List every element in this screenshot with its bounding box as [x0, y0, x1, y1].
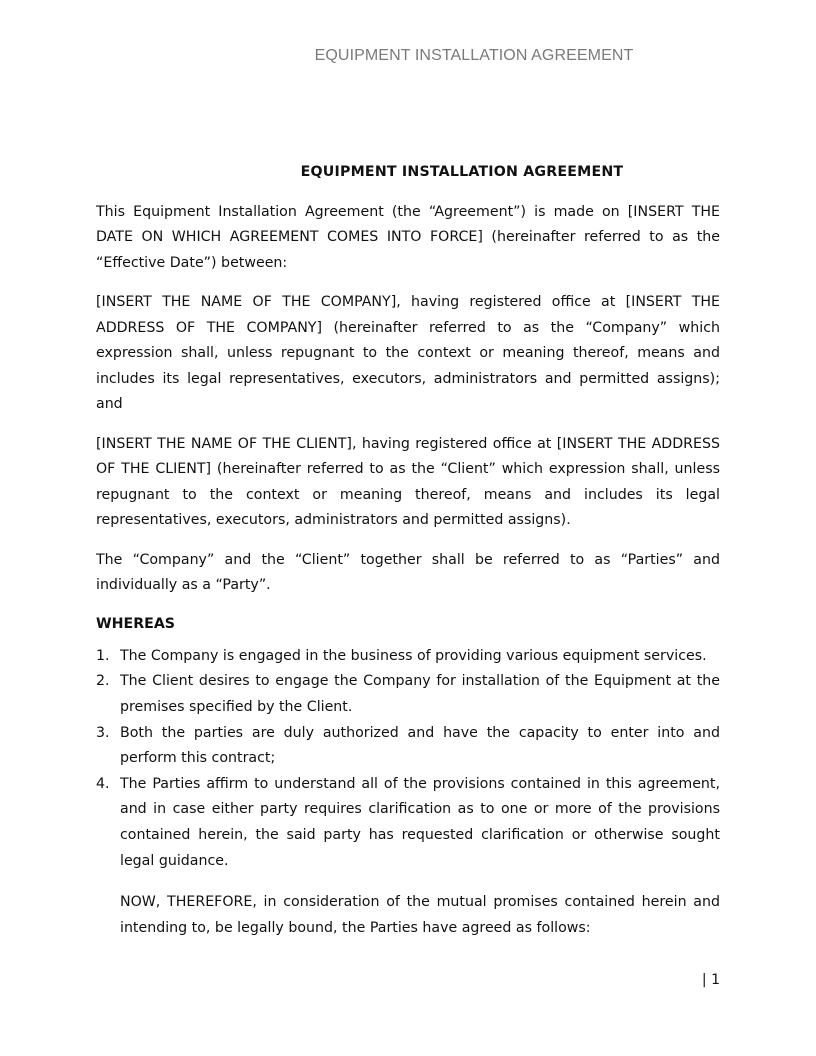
list-item-text: The Parties affirm to understand all of the provisions contained in this agreement, and in case either party requires clarification as to one or more of the provisions contained herein, the said party has requested clarification or otherwise sought legal guidance. [120, 775, 720, 869]
company-paragraph: [INSERT THE NAME OF THE COMPANY], having registered office at [INSERT THE ADDRESS OF THE COMPANY] (hereinafter referred to as the “Company” which expression shall, unless repugnant to the context or meaning thereof, means and includes its legal representatives, executors, administrators and permitted assigns); and [96, 293, 720, 413]
parties-paragraph: The “Company” and the “Client” together shall be referred to as “Parties” and individually as a “Party”. [96, 551, 720, 594]
client-paragraph: [INSERT THE NAME OF THE CLIENT], having registered office at [INSERT THE ADDRESS OF THE CLIENT] (hereinafter referred to as the “Client” which expression shall, unless repugnant to the context or meaning thereof, means and includes its legal representatives, executors, administrators and permitted assigns). [96, 435, 720, 529]
document-title: EQUIPMENT INSTALLATION AGREEMENT [300, 164, 624, 180]
whereas-heading: WHEREAS [96, 616, 176, 633]
list-item [96, 669, 720, 720]
list-item-number: 4. [96, 775, 110, 792]
list-item-number: 3. [96, 724, 110, 741]
list-item [96, 644, 720, 670]
list-item-text: The Client desires to engage the Company for installation of the Equipment at the premises specified by the Client. [120, 673, 720, 716]
list-item [96, 721, 720, 772]
list-item [96, 772, 720, 874]
list-item-text: The Company is engaged in the business of providing various equipment services. [120, 647, 707, 664]
running-header: EQUIPMENT INSTALLATION AGREEMENT [314, 47, 634, 64]
list-item-number: 2. [96, 673, 110, 690]
document-body [96, 160, 720, 955]
page-number: | 1 [701, 972, 720, 988]
now-therefore-paragraph: NOW, THEREFORE, in consideration of the mutual promises contained herein and intending to, be legally bound, the Parties have agreed as follows: [120, 894, 720, 936]
list-item-number: 1. [96, 647, 110, 664]
list-item-text: Both the parties are duly authorized and have the capacity to enter into and perform this contract; [120, 724, 720, 767]
intro-paragraph: This Equipment Installation Agreement (the “Agreement”) is made on [INSERT THE DATE ON WHICH AGREEMENT COMES INTO FORCE] (hereinafter referred to as the “Effective Date”) between: [96, 203, 720, 271]
whereas-list [96, 644, 720, 874]
